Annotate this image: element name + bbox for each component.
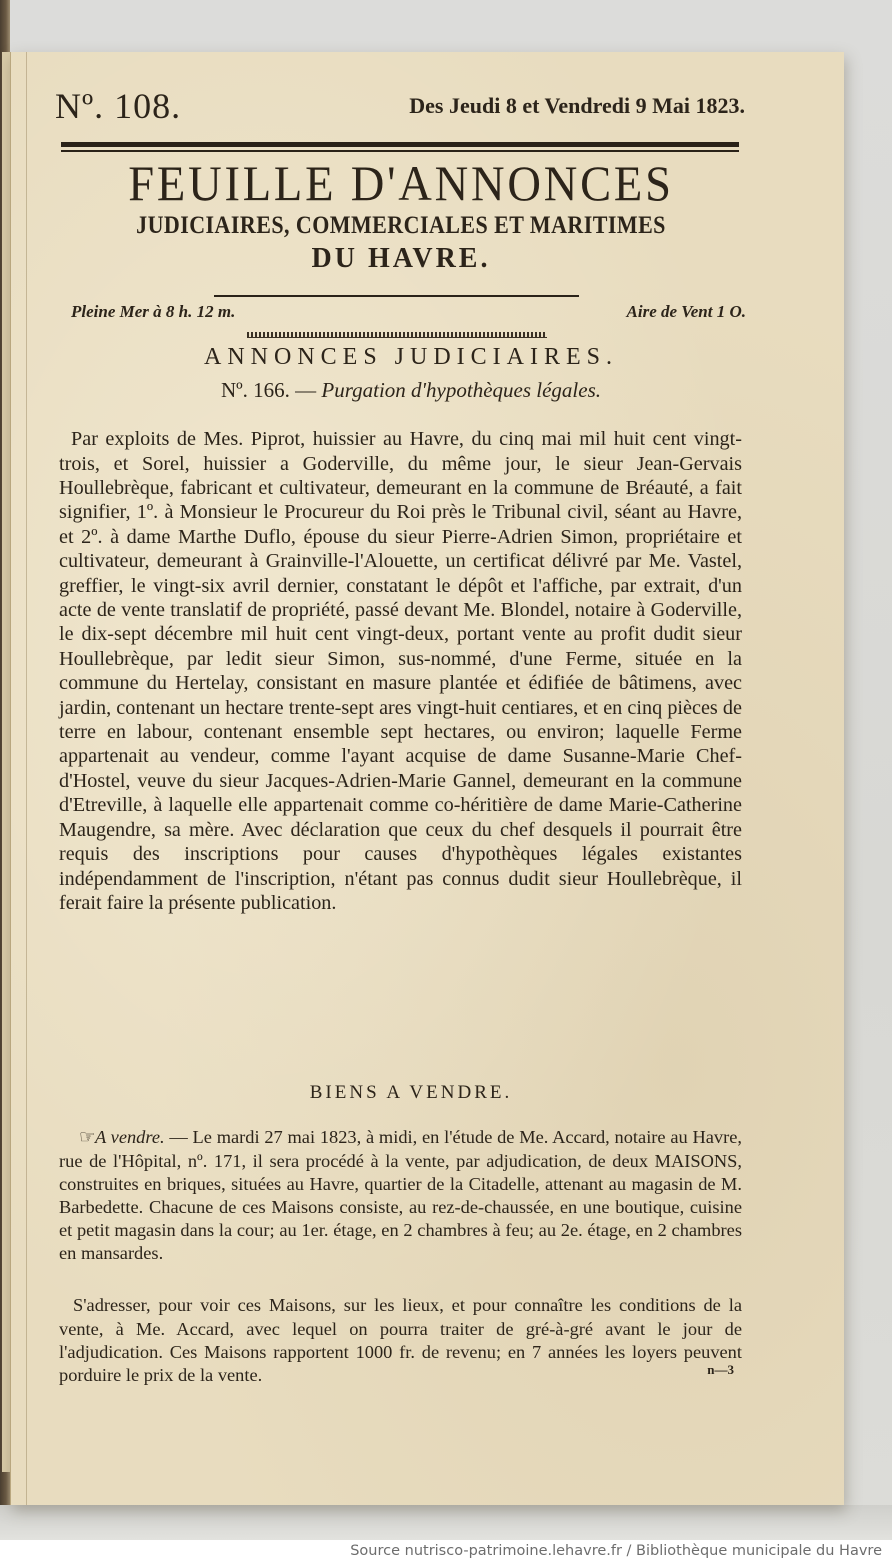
masthead-city: DU HAVRE.: [311, 243, 491, 274]
issue-header: [55, 85, 745, 135]
sale-body: — Le mardi 27 mai 1823, à midi, en l'étude de Me. Accard, notaire au Havre, rue de l'Hôpital, nº. 171, il sera procédé à la vente, par adjudication, de deux MAISONS, construites en briques, situées au Havre, quartier de la Citadelle, attenant au magasin de M. Barbedette. Chacune de ces Maisons consiste, au rez-de-chaussée, en une boutique, cuisine et petit magasin dans la cour; au 1er. étage, en 2 chambres à feu; au 2e. étage, en 2 chambres en mansardes.: [59, 1127, 743, 1264]
section-title-biens: BIENS A VENDRE.: [309, 1082, 513, 1103]
tide-wind-line: [71, 302, 746, 326]
source-credit: Source nutrisco-patrimoine.lehavre.fr / Bibliothèque municipale du Havre: [350, 1543, 882, 1559]
notice-subject: Purgation d'hypothèques légales.: [321, 378, 602, 402]
sale-contact: S'adresser, pour voir ces Maisons, sur les lieux, et pour connaître les conditions de la vente, à Me. Accard, avec lequel on pourra traiter de gré-à-gré avant le jour de l'adjudication. Ces Maisons rapportent 1000 fr. de revenu; en 7 années les loyers peuvent porduire le prix de la vente.: [59, 1295, 742, 1385]
masthead-rule: [214, 295, 579, 297]
notice-heading: [51, 378, 771, 403]
page-fold-line: [26, 52, 27, 1505]
printer-mark: n—3: [707, 1362, 734, 1377]
sale-notice: [59, 1126, 742, 1265]
wind-info: Aire de Vent 1 O.: [626, 302, 746, 321]
sale-lead: A vendre.: [95, 1127, 165, 1148]
notice-body: Par exploits de Mes. Piprot, huissier au Havre, du cinq mai mil huit cent vingt-trois, et Sorel, huissier a Goderville, du même jour, le sieur Jean-Gervais Houllebrèque, fabricant et cultivateur, demeurant en la commune de Bréauté, a fait signifier, 1º. à Monsieur le Procureur du Roi près le Tribunal civil, séant au Havre, et 2º. à dame Marthe Duflo, épouse du sieur Pierre-Adrien Simon, propriétaire et cultivateur, demeurant à Grainville-l'Alouette, un certificat délivré par Me. Vastel, greffier, le vingt-six avril dernier, constatant le dépôt et l'affiche, par extrait, d'un acte de vente translatif de propriété, passé devant Me. Blondel, notaire à Goderville, le dix-sept décembre mil huit cent vingt-deux, portant vente au profit dudit sieur Houllebrèque, par ledit sieur Simon, sus-nommé, d'une Ferme, située en la commune du Hertelay, consistant en masure plantée et édifiée de bâtimens, avec jardin, contenant un hectare trente-sept ares vingt-huit centiares, et en cinq pièces de terre en labour, contenant ensemble sept hectares, ou environ; laquelle Ferme appartenait au vendeur, comme l'ayant acquise de dame Susanne-Marie Chef-d'Hostel, veuve du sieur Jacques-Adrien-Marie Gannel, demeurant en la commune d'Etreville, à laquelle elle appartenait comme co-héritière de dame Marie-Catherine Maugendre, sa mère. Avec déclaration que ceux du chef desquels il pourrait être requis des inscriptions pour causes d'hypothèques légales existantes indépendamment de l'inscription, n'étant pas connus dudit sieur Houllebrèque, il ferait faire la présente publication.: [59, 428, 742, 914]
header-rule-thick: [61, 142, 739, 147]
section-title-judiciaires: ANNONCES JUDICIAIRES.: [203, 344, 618, 370]
issue-date: Des Jeudi 8 et Vendredi 9 Mai 1823.: [409, 93, 745, 118]
scan-bottom-margin: [0, 1505, 892, 1540]
pointing-hand-icon: ☞: [79, 1127, 96, 1148]
masthead-subtitle: JUDICIAIRES, COMMERCIALES ET MARITIMES: [136, 212, 666, 239]
ornamental-rule: [247, 332, 547, 338]
high-tide-info: Pleine Mer à 8 h. 12 m.: [71, 302, 236, 321]
notice-number: Nº. 166. —: [220, 378, 317, 402]
masthead-title: FEUILLE D'ANNONCES: [128, 155, 674, 211]
masthead: [41, 156, 761, 276]
header-rule-thin: [61, 150, 739, 152]
newspaper-page: [10, 52, 844, 1505]
issue-number: Nº. 108.: [55, 86, 182, 126]
